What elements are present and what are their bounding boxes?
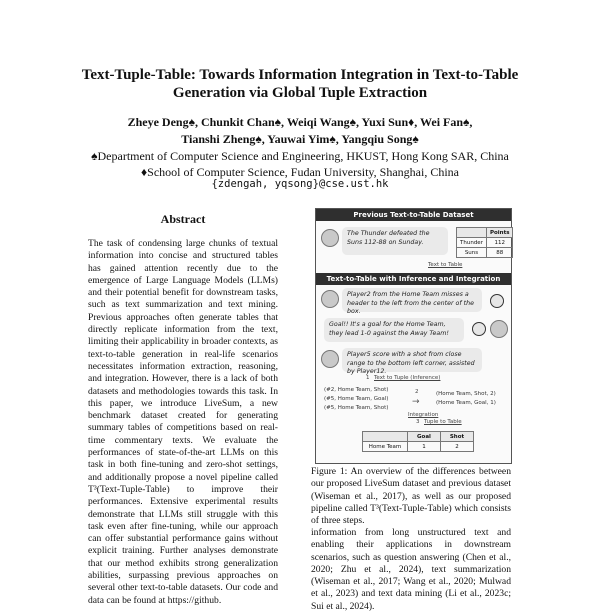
tuple-item: (Home Team, Goal, 1) xyxy=(436,400,496,406)
title-line-1: Text-Tuple-Table: Towards Information Integration in Text-to-Table xyxy=(81,67,519,83)
prev-table-cell: 88 xyxy=(486,248,513,258)
commentary-bubble-1: Player2 from the Home Team misses a header to the left from the center of the box. xyxy=(342,288,482,312)
soccer-ball-icon xyxy=(472,322,486,336)
previous-table xyxy=(456,227,513,258)
banner-inference-integration: Text-to-Table with Inference and Integration xyxy=(316,273,511,285)
abstract-text xyxy=(88,238,278,607)
final-table-header-cell: Goal xyxy=(408,432,441,442)
final-table-cell: 2 xyxy=(441,442,474,452)
banner-previous-dataset: Previous Text-to-Table Dataset xyxy=(316,209,511,221)
soccer-ball-icon xyxy=(490,294,504,308)
body-text: information from long unstructured text and enabling their applications in downstream scenarios, such as question answering (Chen et al., 2020; Zhu et al., 2024), text summarization (Wiseman et al., 2017; Wang et al., 2020; Mulwad et al., 2023) and text data mining (Li et al., 2023c; Sui et al., 2024). xyxy=(311,527,511,612)
figure-caption: Figure 1: An overview of the differences between our proposed LiveSum dataset and previous dataset (Wiseman et al., 2017), as well as our proposed pipeline called T³(Text-Tuple-Table) which consists of three steps. xyxy=(311,466,511,527)
step-1-number: 1 xyxy=(366,375,370,381)
integrated-tuples xyxy=(436,390,496,408)
previous-text-bubble: The Thunder defeated the Suns 112-88 on Sunday. xyxy=(342,227,448,255)
extracted-tuples xyxy=(324,386,388,413)
final-table-cell: Home Team xyxy=(363,442,408,452)
step-1-label: Text to Tuple (Inference) xyxy=(374,375,441,381)
contact-email: {zdengah, yqsong}@cse.ust.hk xyxy=(211,178,389,190)
figure-1 xyxy=(315,208,512,464)
authors-line-2: Tianshi Zheng♠, Yauwai Yim♠, Yangqiu Song♠ xyxy=(181,132,419,146)
paper-title xyxy=(0,66,600,102)
final-table-cell: 1 xyxy=(408,442,441,452)
prev-table-cell: Suns xyxy=(457,248,487,258)
commentary-bubble-3: Player5 score with a shot from close range to the bottom left corner, assisted by Player12. xyxy=(342,348,482,372)
basketball-player-icon xyxy=(321,229,339,247)
tuple-item: (#5, Home Team, Shot) xyxy=(324,405,389,411)
step-2-label: Integration xyxy=(408,412,439,418)
arrow-right-icon: → xyxy=(412,397,420,407)
tuple-item: (#2, Home Team, Shot) xyxy=(324,387,389,393)
affiliation-2: ♦School of Computer Science, Fudan University, Shanghai, China xyxy=(141,165,459,179)
goalkeeper-icon xyxy=(490,320,508,338)
tuple-item: (#5, Home Team, Goal) xyxy=(324,396,389,402)
authors-line-1: Zheye Deng♠, Chunkit Chan♠, Weiqi Wang♠, Yuxi Sun♦, Wei Fan♠, xyxy=(127,115,473,129)
step-3-number: 3 xyxy=(416,419,420,425)
abstract-paragraph: The task of condensing large chunks of textual information into concise and structured tables has gained attention recently due to the emergence of Large Language Models (LLMs) and their potential benefit for downstream tasks, such as text summarization and text mining. Previous approaches often generate tables that directly replicate information from the text, limiting their applicability in broader contexts, as text-to-table generation in real-life scenarios necessitates information extraction, reasoning, and integration. However, there is a lack of both datasets and methodologies towards this task. In this paper, we introduce LiveSum, a new benchmark dataset created for generating summary tables of competitions based on real-time commentary texts. We evaluate the performances of state-of-the-art LLMs on this task in both fine-tuning and zero-shot settings, and additionally propose a novel pipeline called T³(Text-Tuple-Table) to improve their performances. Extensive experimental results demonstrate that LLMs still struggle with this task even after fine-tuning, while our approach can offer substantial performance gains without explicit training. Further analyses demonstrate that our method exhibits strong generalization abilities, surpassing previous approaches on several other text-to-table datasets. Our code and data can be found at https://github. xyxy=(88,238,278,606)
player-icon xyxy=(321,350,339,368)
commentary-bubble-2: Goal!! It's a goal for the Home Team, they lead 1-0 against the Away Team! xyxy=(324,318,464,342)
final-table xyxy=(362,431,474,452)
step-2-number: 2 xyxy=(415,389,419,395)
abstract-heading: Abstract xyxy=(160,212,206,226)
affiliations xyxy=(0,148,600,180)
prev-table-cell: Thunder xyxy=(457,238,487,248)
affiliation-1: ♠Department of Computer Science and Engineering, HKUST, Hong Kong SAR, China xyxy=(91,149,509,163)
prev-table-cell: 112 xyxy=(486,238,513,248)
step-3-label: Tuple to Table xyxy=(424,419,462,425)
final-table-header-cell xyxy=(363,432,408,442)
prev-table-header-cell: Points xyxy=(486,228,513,238)
tuple-item: (Home Team, Shot, 2) xyxy=(436,391,496,397)
final-table-header-cell: Shot xyxy=(441,432,474,442)
title-line-2: Generation via Global Tuple Extraction xyxy=(172,85,428,101)
prev-table-header-cell xyxy=(457,228,487,238)
player-icon xyxy=(321,290,339,308)
text-to-table-label: Text to Table xyxy=(428,262,463,268)
author-list xyxy=(0,114,600,148)
